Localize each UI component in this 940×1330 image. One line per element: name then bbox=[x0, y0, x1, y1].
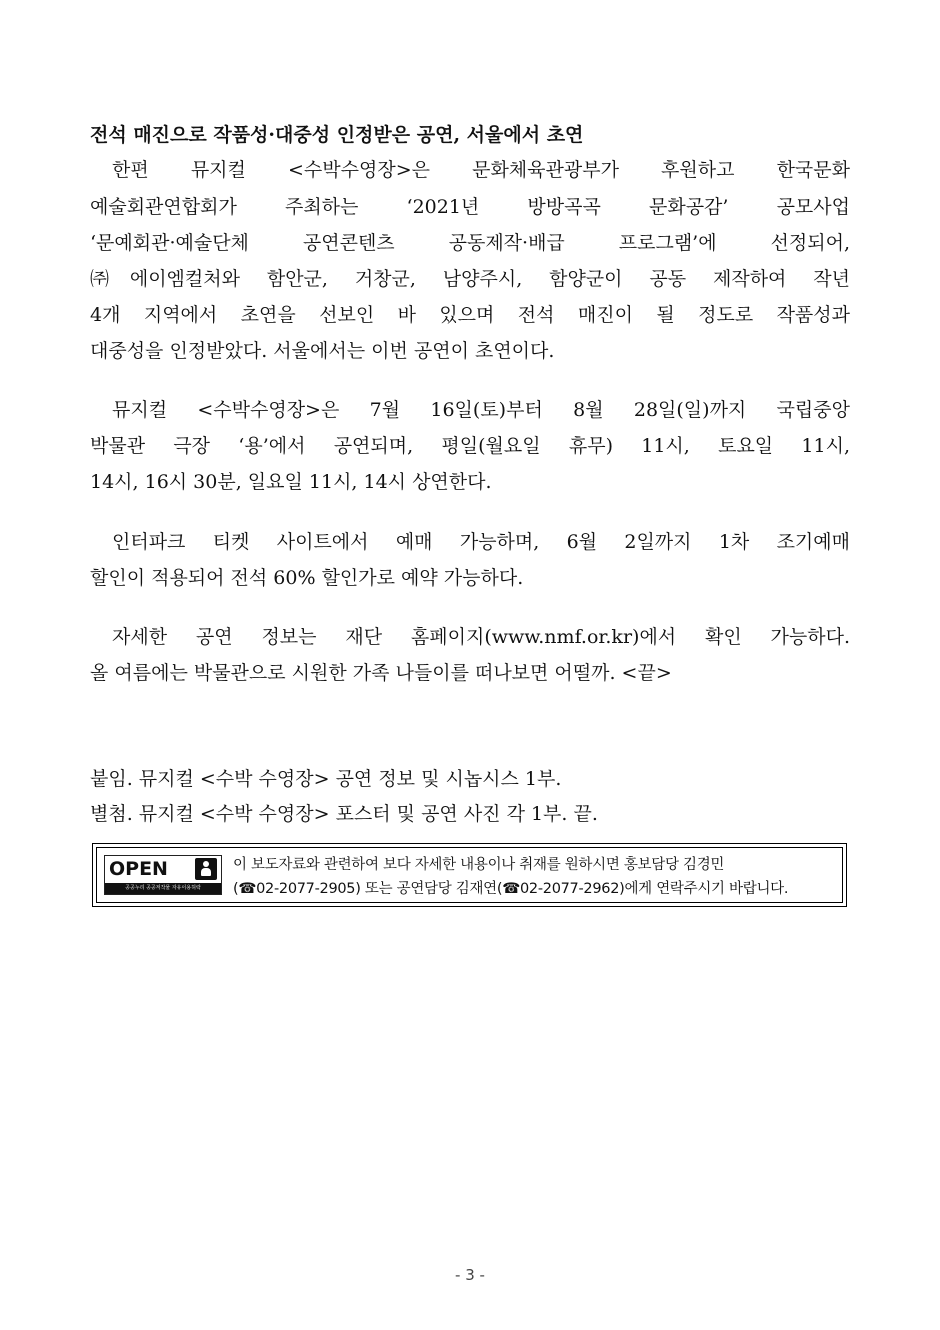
contact-line-1: 이 보도자료와 관련하여 보다 자세한 내용이나 취재를 원하시면 홍보담당 김경민 bbox=[233, 857, 725, 873]
paragraph-3-line-1: 인터파크 티켓 사이트에서 예매 가능하며, 6월 2일까지 1차 조기예매 bbox=[112, 531, 850, 553]
attachment-line-1: 붙임. 뮤지컬 <수박 수영장> 공연 정보 및 시놉시스 1부. bbox=[90, 768, 562, 790]
paragraph-3-line-2: 할인이 적용되어 전석 60% 할인가로 예약 가능하다. bbox=[90, 567, 524, 589]
open-license-logo bbox=[104, 855, 222, 895]
paragraph-2-line-3: 14시, 16시 30분, 일요일 11시, 14시 상연한다. bbox=[90, 471, 492, 493]
person-icon bbox=[195, 858, 217, 880]
contact-info-box-inner bbox=[96, 847, 843, 903]
paragraph-1-line-4: ㈜에이엠컬처와 함안군, 거창군, 남양주시, 함양군이 공동 제작하여 작년 bbox=[90, 268, 850, 290]
paragraph-1-line-2: 예술회관연합회가 주최하는 ‘2021년 방방곡곡 문화공감’ 공모사업 bbox=[90, 196, 850, 218]
paragraph-1-line-1: 한편 뮤지컬 <수박수영장>은 문화체육관광부가 후원하고 한국문화 bbox=[112, 159, 850, 181]
paragraph-1-line-3: ‘문예회관·예술단체 공연콘텐츠 공동제작·배급 프로그램’에 선정되어, bbox=[90, 232, 850, 254]
paragraph-1-line-6: 대중성을 인정받았다. 서울에서는 이번 공연이 초연이다. bbox=[90, 340, 555, 362]
page-number: - 3 - bbox=[455, 1266, 485, 1284]
paragraph-1-line-5: 4개 지역에서 초연을 선보인 바 있으며 전석 매진이 될 정도로 작품성과 bbox=[90, 304, 850, 326]
contact-line-2: (☎02-2077-2905) 또는 공연담당 김재연(☎02-2077-2962)에게 연락주시기 바랍니다. bbox=[233, 881, 789, 897]
attachment-line-2: 별첨. 뮤지컬 <수박 수영장> 포스터 및 공연 사진 각 1부. 끝. bbox=[90, 803, 598, 825]
paragraph-2-line-2: 박물관 극장 ‘용’에서 공연되며, 평일(월요일 휴무) 11시, 토요일 11시, bbox=[90, 435, 850, 457]
open-logo-text: OPEN bbox=[109, 858, 168, 880]
paragraph-2-line-1: 뮤지컬 <수박수영장>은 7월 16일(토)부터 8월 28일(일)까지 국립중앙 bbox=[112, 399, 850, 421]
section-heading: 전석 매진으로 작품성·대중성 인정받은 공연, 서울에서 초연 bbox=[90, 124, 584, 146]
open-logo-strip: 공공누리 공공저작물 자유이용허락 bbox=[105, 883, 221, 894]
contact-info-box bbox=[92, 843, 847, 907]
paragraph-4-line-2: 올 여름에는 박물관으로 시원한 가족 나들이를 떠나보면 어떨까. <끝> bbox=[90, 662, 672, 684]
paragraph-4-line-1: 자세한 공연 정보는 재단 홈페이지(www.nmf.or.kr)에서 확인 가능하다. bbox=[112, 626, 850, 648]
